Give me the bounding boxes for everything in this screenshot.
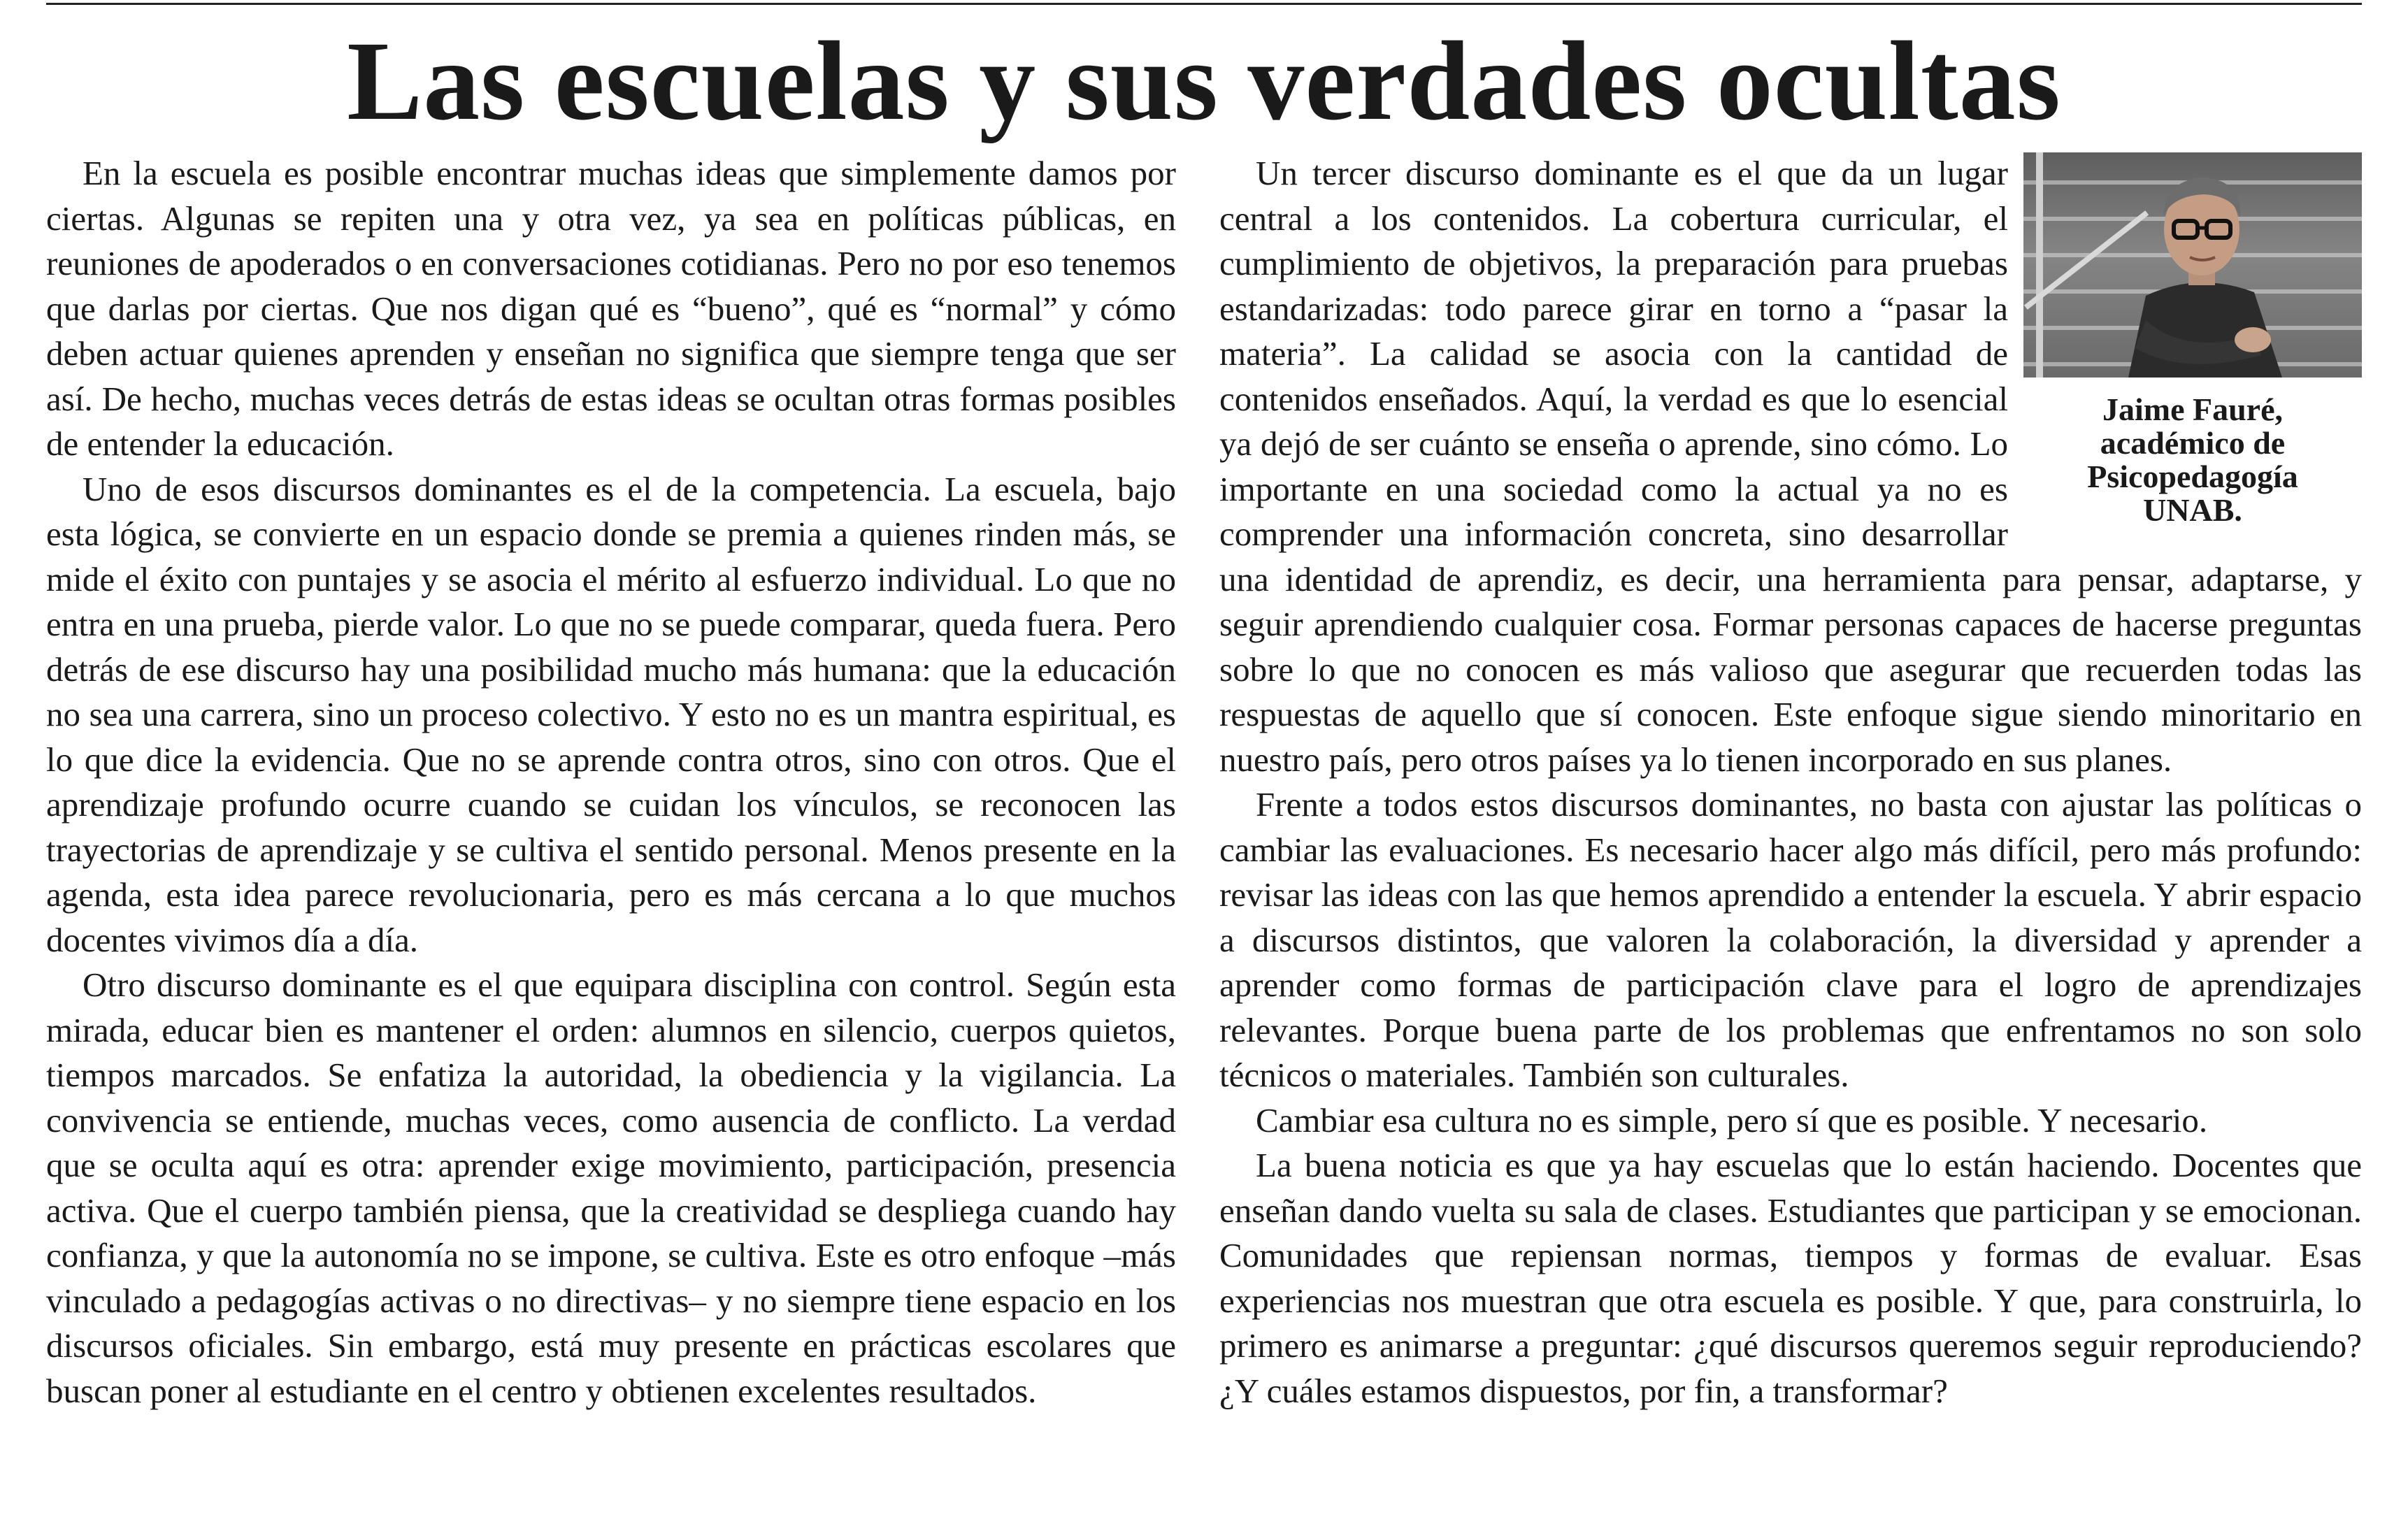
paragraph: Cambiar esa cultura no es simple, pero sí que es posible. Y necesario. — [1256, 1100, 2208, 1140]
left-column — [46, 151, 1176, 1521]
author-name: Jaime Fauré, — [2102, 391, 2284, 427]
author-institution: UNAB. — [2143, 492, 2242, 528]
right-column — [1219, 151, 2362, 1521]
paragraph: Frente a todos estos discursos dominantes, no basta con ajustar las políticas o cambiar las evaluaciones. Es necesario hacer algo más difícil, pero más profundo: revisar las ideas con las que hemos aprendido a entender la escuela. Y abrir espacio a discursos distintos, que valoren la colaboración, la diversidad y aprender a aprender como formas de participación clave para el logro de aprendizajes relevantes. Porque buena parte de los problemas que enfrentamos no son solo técnicos o materiales. También son culturales. — [1219, 785, 2362, 1094]
author-box — [2023, 152, 2362, 544]
paragraph: En la escuela es posible encontrar muchas ideas que simplemente damos por ciertas. Algunas se repiten una y otra vez, ya sea en políticas públicas, en reuniones de apoderados o en conversaciones cotidianas. Pero no por eso tenemos que darlas por ciertas. Que nos digan qué es “bueno”, qué es “normal” y cómo deben actuar quienes aprenden y enseñan no significa que siempre tenga que ser así. De hecho, muchas veces detrás de estas ideas se ocultan otras formas posibles de entender la educación. — [46, 154, 1176, 463]
author-department: Psicopedagogía — [2087, 459, 2298, 494]
author-caption — [2023, 393, 2362, 527]
author-portrait-icon — [2023, 152, 2362, 378]
author-photo — [2023, 152, 2362, 378]
paragraph: Uno de esos discursos dominantes es el de la competencia. La escuela, bajo esta lógica, se convierte en un espacio donde se premia a quienes rinden más, se mide el éxito con puntajes y se asocia el mérito al esfuerzo individual. Lo que no entra en una prueba, pierde valor. Lo que no se puede comparar, queda fuera. Pero detrás de ese discurso hay una posibilidad mucho más humana: que la educación no sea una carrera, sino un proceso colectivo. Y esto no es un mantra espiritual, es lo que dice la evidencia. Que no se aprende contra otros, sino con otros. Que el aprendizaje profundo ocurre cuando se cuidan los vínculos, se reconocen las trayectorias de aprendizaje y se cultiva el sentido personal. Menos presente en la agenda, esta idea parece revolucionaria, pero es más cercana a lo que muchos docentes vivimos día a día. — [46, 469, 1176, 959]
paragraph: Un tercer discurso dominante es el que da un lugar central a los contenidos. La cobertura curricular, el cumplimiento de objetivos, la preparación para pruebas estandarizadas: todo parece girar en torno a “pasar la materia”. La calidad se asocia con la cantidad de contenidos enseñados. Aquí, la verdad es que lo esencial ya dejó de ser cuánto se enseña o aprende, sino cómo. Lo importante en una sociedad como la actual ya no es comprender una información concreta, sino desarrollar una identidad de aprendiz, es decir, una herramienta para pensar, adaptarse, y seguir aprendiendo cualquier cosa. Formar personas capaces de hacerse preguntas sobre lo que no conocen es más valioso que asegurar que recuerden todas las respuestas de aquello que sí conocen. Este enfoque sigue siendo minoritario en nuestro país, pero otros países ya lo tienen incorporado en sus planes. — [1219, 154, 2362, 779]
paragraph: La buena noticia es que ya hay escuelas que lo están haciendo. Docentes que enseñan dando vuelta su sala de clases. Estudiantes que participan y se emocionan. Comunidades que repiensan normas, tiempos y formas de evaluar. Esas experiencias nos muestran que otra escuela es posible. Y que, para construirla, lo primero es animarse a preguntar: ¿qué discursos queremos seguir reproduciendo? ¿Y cuáles estamos dispuestos, por fin, a transformar? — [1219, 1146, 2362, 1410]
top-rule — [46, 3, 2362, 5]
article-title: Las escuelas y sus verdades ocultas — [347, 19, 2061, 144]
paragraph: Otro discurso dominante es el que equipara disciplina con control. Según esta mirada, educar bien es mantener el orden: alumnos en silencio, cuerpos quietos, tiempos marcados. Se enfatiza la autoridad, la obediencia y la vigilancia. La convivencia se entiende, muchas veces, como ausencia de conflicto. La verdad que se oculta aquí es otra: aprender exige movimiento, participación, presencia activa. Que el cuerpo también piensa, que la creatividad se despliega cuando hay confianza, y que la autonomía no se impone, se cultiva. Este es otro enfoque –más vinculado a pedagogías activas o no directivas– y no siempre tiene espacio en los discursos oficiales. Sin embargo, está muy presente en prácticas escolares que buscan poner al estudiante en el centro y obtienen excelentes resultados. — [46, 965, 1176, 1410]
author-role: académico de — [2100, 425, 2286, 461]
